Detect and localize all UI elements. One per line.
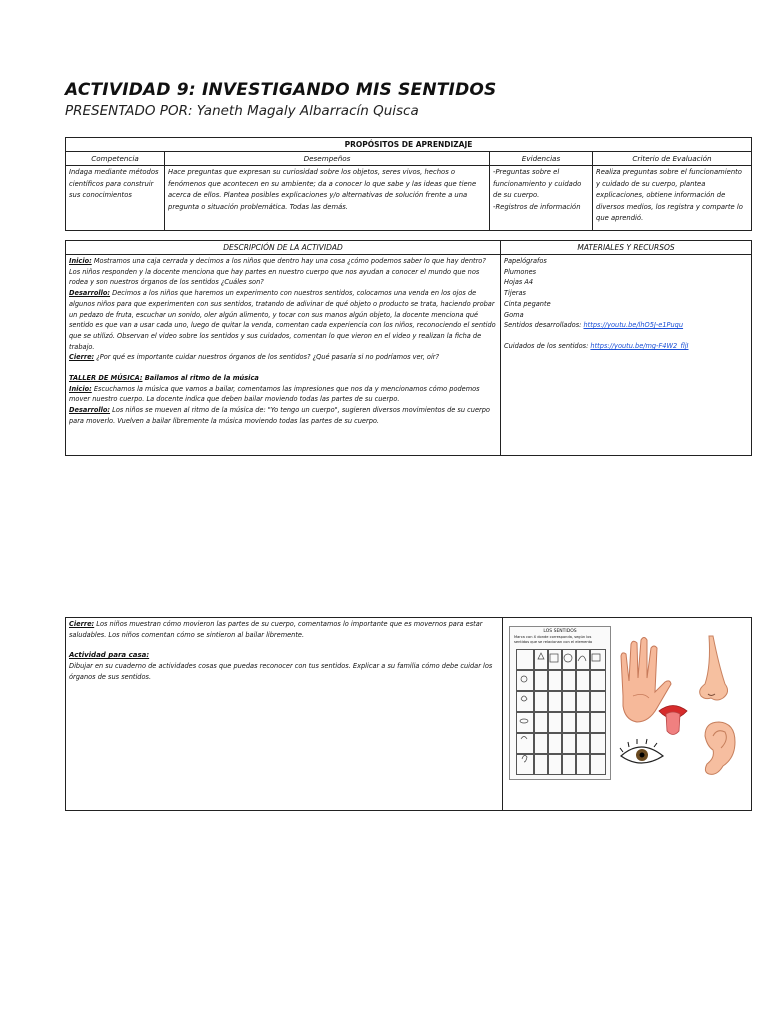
evidencias-cell xyxy=(490,166,593,231)
col-criterio: Criterio de Evaluación xyxy=(593,152,752,166)
closing-text-cell xyxy=(66,618,503,811)
evidencia-item: -Registros de información xyxy=(493,202,581,211)
home-activity-heading: Actividad para casa: xyxy=(69,651,150,660)
senses-worksheet-image xyxy=(509,626,611,780)
video2-row: Cuidados de los sentidos: https://youtu.be/mg-F4W2_fljI xyxy=(504,341,689,350)
cierre-paragraph: Cierre: ¿Por qué es importante cuidar nuestros órganos de los sentidos? ¿Qué pasaría si no podríamos ver, oír? xyxy=(69,353,439,362)
material-item: Goma xyxy=(504,310,524,319)
material-item: Papelógrafos xyxy=(504,257,547,265)
worksheet-instructions: Marca con X donde corresponda, según los sentidos que se relacionan con el elemento xyxy=(514,635,593,644)
senses-illustrations xyxy=(613,626,748,786)
document-subtitle: PRESENTADO POR: Yaneth Magaly Albarracín Quisca xyxy=(65,103,419,119)
col-competencia: Competencia xyxy=(66,152,165,166)
criterio-cell: Realiza preguntas sobre el funcionamiento y cuidado de su cuerpo, plantea explicaciones, obtiene información de diversos medios, los registra y comparte lo que aprendió. xyxy=(593,166,752,231)
video1-link[interactable]: https://youtu.be/lhO5J-e1Puqu xyxy=(583,321,684,330)
closing-cierre: Cierre: Los niños muestran cómo movieron las partes de su cuerpo, comentamos lo importante que es movernos para estar saludables. Los niños comentan cómo se sintieron al bailar libremente. xyxy=(69,620,483,639)
desc-header: DESCRIPCIÓN DE LA ACTIVIDAD xyxy=(66,241,501,255)
eye-icon xyxy=(620,739,663,763)
mouth-icon xyxy=(659,706,687,735)
home-activity-text: Dibujar en su cuaderno de actividades cosas que puedas reconocer con tus sentidos. Explicar a su familia cómo debe cuidar los órganos de sus sentidos. xyxy=(69,662,493,681)
col-evidencias: Evidencias xyxy=(490,152,593,166)
desempenos-cell: Hace preguntas que expresan su curiosidad sobre los objetos, seres vivos, hechos o fenómenos que acontecen en su ambiente; da a conocer lo que sabe y las ideas que tiene acerca de ellos. Plantea posibles explicaciones y/o alternativas de solución frente a una pregunta o situación problemática. Todas las demás. xyxy=(165,166,490,231)
material-item: Hojas A4 xyxy=(504,278,534,287)
document-title: ACTIVIDAD 9: INVESTIGANDO MIS SENTIDOS xyxy=(65,80,497,100)
ear-icon xyxy=(705,722,735,774)
senses-images-cell xyxy=(503,618,752,811)
material-item: Tijeras xyxy=(504,289,526,298)
evidencia-item: -Preguntas sobre el funcionamiento y cuidado de su cuerpo. xyxy=(493,168,582,199)
inicio2-paragraph: Inicio: Escuchamos la música que vamos a bailar, comentamos las impresiones que nos da y mencionamos cómo podemos mover nuestro cuerpo. La docente indica que deben bailar moviendo todas las partes de su cuerpo. xyxy=(69,384,480,404)
inicio-paragraph: Inicio: Mostramos una caja cerrada y decimos a los niños que dentro hay una cosa ¿cómo podemos saber lo que hay dentro? Los niños responden y la docente menciona que hay partes en nuestro cuerpo que nos ayudan a conocer el mundo que nos rodea y son nuestros órganos de los sentidos ¿Cuáles son? xyxy=(69,257,486,287)
video2-link[interactable]: https://youtu.be/mg-F4W2_fljI xyxy=(590,341,689,350)
nose-icon xyxy=(700,636,728,700)
material-item: Plumones xyxy=(504,267,537,276)
col-desempenos: Desempeños xyxy=(165,152,490,166)
purposes-table xyxy=(65,137,752,231)
desarrollo-paragraph: Desarrollo: Decimos a los niños que haremos un experimento con nuestros sentidos, colocamos una venda en los ojos de algunos niños para que experimenten con sus sentidos, tratando de adivinar de qué objeto o producto se trata, haciendo probar un pedazo de fruta, escuchar un sonido, oler algún alimento, y tocar con sus manos algún objeto, la docente menciona qué sentido es que van a usar cada uno, luego de quitar la venda, comentan cada experiencia con los niños, reconociendo el sentido que se utilizó. Observan el video sobre los sentidos y sus cuidados, comentan lo que vieron en el video y realizan la ficha de trabajo. xyxy=(69,289,496,351)
competencia-cell: Indaga mediante métodos científicos para construir sus conocimientos xyxy=(66,166,165,231)
purposes-header: PROPÓSITOS DE APRENDIZAJE xyxy=(66,138,752,152)
desarrollo2-paragraph: Desarrollo: Los niños se mueven al ritmo de la música de: "Yo tengo un cuerpo", sugieren diversos movimientos de su cuerpo para moverlo. Vuelven a bailar libremente la música moviendo todas las partes de su cuerpo. xyxy=(69,406,490,425)
video1-row: Sentidos desarrollados: https://youtu.be/lhO5J-e1Puqu xyxy=(504,321,684,330)
materials-header: MATERIALES Y RECURSOS xyxy=(501,241,752,255)
worksheet-title: LOS SENTIDOS xyxy=(543,629,577,634)
activity-table xyxy=(65,240,752,456)
materials-cell xyxy=(501,255,752,456)
material-item: Cinta pegante xyxy=(504,299,551,308)
activity-description xyxy=(66,255,501,456)
worksheet-sketches xyxy=(516,649,604,773)
closing-table xyxy=(65,617,752,811)
taller-heading: TALLER DE MÚSICA: Bailamos al ritmo de la música xyxy=(69,374,259,383)
